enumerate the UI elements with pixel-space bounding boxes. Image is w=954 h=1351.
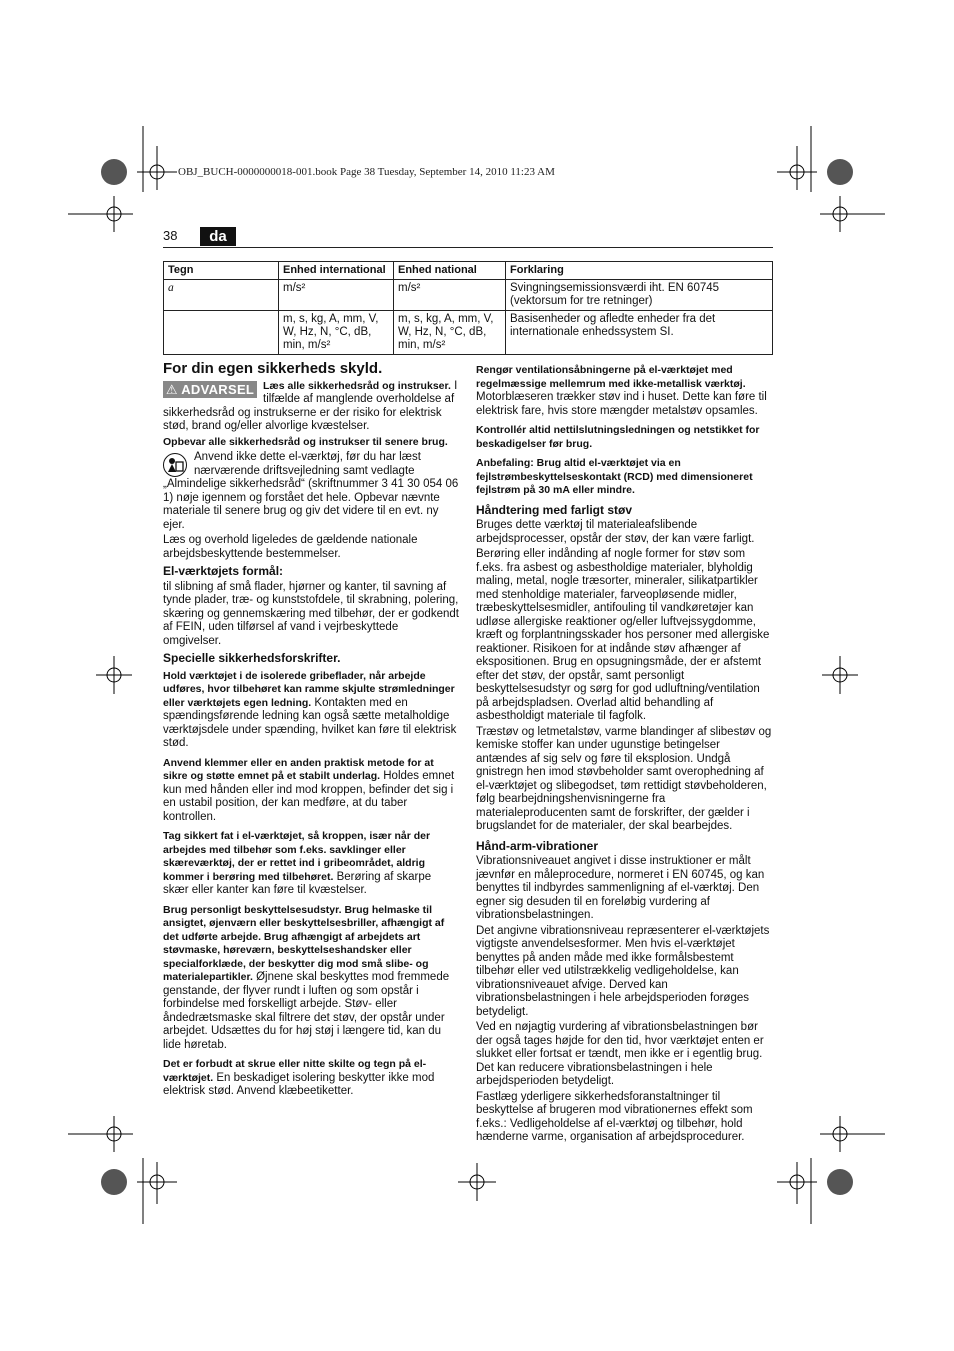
dust-heading: Håndtering med farligt støv: [476, 502, 633, 517]
safety-item-text: Berøring af skarpe skær eller kanter kan føre til kvæstelser.: [163, 870, 432, 896]
dust-paragraph: Bruges dette værktøj til materialeafslibende arbejdsprocesser, opstår der støv, der kan være farligt.: [476, 519, 755, 545]
warning-text: I tilfælde af manglende overholdelse af sikkerhedsråd og instrukserne er der risiko for elektrisk stød, brand og/eller alvorlige kvæstelser.: [163, 379, 458, 432]
page-number: 38: [163, 228, 178, 243]
safety-item-bold: Rengør ventilationsåbningerne på el-værktøjet med regelmæssige mellemrum med ikke-metallisk værktøj.: [476, 364, 746, 390]
table-cell: Svingningsemissionsværdi iht. EN 60745 (vektorsum for tre retninger): [506, 280, 773, 311]
safety-item-text: Motorblæseren trækker støv ind i huset. Dette kan føre til elektrisk fare, hvis store mængder metalstøv opsamles.: [476, 391, 767, 417]
special-safety-heading: Specielle sikkerhedsforskrifter.: [163, 651, 341, 665]
safety-item: [163, 757, 459, 825]
table-header: Forklaring: [506, 262, 773, 280]
table-cell: a: [164, 280, 279, 311]
safety-item: [163, 1058, 459, 1099]
safety-item-text: Kontakten med en spændingsførende ledning kan også sætte metalholdige værktøjsdele under spænding, hvilket kan føre til elektrisk stød.: [163, 696, 457, 749]
safety-item: [163, 670, 459, 751]
language-badge: da: [200, 227, 236, 246]
safety-item-text: Øjnene skal beskyttes mod fremmede genstande, der flyver rundt i luften og som opstår i forbindelse med forskelligt arbejde. Støv- eller åndedrætsmaske skal filtrere det støv, der opstår under arbejdet. Udsættes du for høj støj i længere tid, kan du lide høretab.: [163, 971, 450, 1051]
table-row: [164, 280, 773, 311]
vibration-paragraph: Fastlæg yderligere sikkerhedsforanstaltninger til beskyttelse af brugeren mod vibrationernes effekt som f.eks.: Vedligeholdelse af el-værktøj og tilbehør, hold hænderne varme, organisation af arbejdsprocedurer.: [476, 1090, 753, 1143]
vibration-paragraph: Det angivne vibrationsniveau repræsenterer el-værktøjets vigtigste anvendelsesformer. Men hvis el-værktøjet benyttes på anden måde med ikke formålsbestemt tilbehør eller ved utilstrækkelig vedligeholdelse, kan vibrationsniveauet afvige. Derved kan vibrationsbelastningen i hele arbejdsperioden forøges betydeligt.: [476, 924, 770, 1018]
header-rule: [163, 247, 773, 248]
table-cell: m/s²: [394, 280, 506, 311]
safety-item-bold: Hold værktøjet i de isolerede gribeflader, når arbejde udføres, hvor tilbehøret kan ramme skjulte strømledninger eller værktøjets egen ledning.: [163, 669, 455, 709]
table-cell: [164, 311, 279, 355]
safety-item: [163, 904, 459, 1053]
safety-item-bold: Det er forbudt at skrue eller nitte skilte og tegn på el-værktøjet.: [163, 1058, 427, 1084]
regulations-text: Læs og overhold ligeledes de gældende nationale arbejdsbeskyttende bestemmelser.: [163, 534, 418, 560]
dust-paragraph: Træstøv og letmetalstøv, varme blandinger af slibestøv og kemiske stoffer kan under ugunstige betingelser antændes af sig selv og føre til eksplosion. Undgå gnistregn hen imod støvbeholder samt overophedning af el-værktøjet og slibegodset, tøm rettidigt støvbeholderen, følg bearbejdningshenvisningerne fra materialeproducenten samt de forskrifter, der gælder i brugslandet for de materialer, der skal bearbejdes.: [476, 725, 772, 832]
warning-paragraph: [163, 380, 459, 434]
left-column: [163, 362, 459, 1101]
table-cell: m/s²: [279, 280, 394, 311]
safety-item-text: Holdes emnet kun med hånden eller ind mod kroppen, befinder det sig i en ustabil position, der kan medføre, at du taber kontrollen.: [163, 770, 455, 823]
right-column: [476, 364, 772, 1147]
section-title: For din egen sikkerheds skyld.: [163, 360, 383, 377]
purpose-heading: El-værktøjets formål:: [163, 564, 284, 578]
warning-label: ADVARSEL: [181, 381, 255, 397]
purpose-text: til slibning af små flader, hjørner og kanter, til savning af tynde plader, træ- og kunststofdele, til skrabning, polering, skæring og gennemskæring med tilbehør, der er godkendt af FEIN, uden tilførsel af vand i vejrbeskyttede omgivelser.: [163, 580, 459, 647]
units-table: [163, 261, 773, 355]
safety-item-text: En beskadiget isolering beskytter ikke mod elektrisk stød. Anvend klæbeetiketter.: [163, 1071, 435, 1097]
safety-item: [163, 830, 459, 898]
manual-paragraph: [163, 451, 459, 532]
table-header: Tegn: [164, 262, 279, 280]
safety-item-bold: Brug personligt beskyttelsesudstyr. Brug helmaske til ansigtet, øjenværn eller beskyttelsesbriller, afhængigt af det udførte arbejde. Brug afhængigt af arbejdets art støvmaske, høreværn, beskyttelseshandsker eller specialforklæde, der beskytter dig mod små slibe- og materialepartikler.: [163, 903, 445, 983]
dust-paragraph: Berøring eller indånding af nogle former for støv som f.eks. fra asbest og asbestholdige materialer, blyholdig maling, metal, nogle træsorter, mineraler, silikatpartikler med stenholdige materialer, farveopløsende midler, træbeskyttelsesmidler, antifouling til vandkøretøjer kan udløse allergiske reaktioner og/eller luftvejssygdomme, kræft og forplantningsskader hos personer med allergiske reaktioner. Risikoen for at indånde støv afhænger af ekspositionen. Brug en opsugningsmåde, der er afstemt efter det støv, der opstår, samt personligt beskyttelsesudstyr og sørg for god udluftning/ventilation på arbejdspladsen. Overlad altid behandling af asbestholdigt materiale til fagfolk.: [476, 548, 770, 722]
table-cell: Basisenheder og afledte enheder fra det internationale enhedssystem SI.: [506, 311, 773, 355]
table-row: [164, 311, 773, 355]
safety-item-bold: Anvend klemmer eller en anden praktisk metode for at sikre og støtte emnet på et stabilt underlag.: [163, 756, 434, 782]
safety-item-bold: Kontrollér altid nettilslutningsledningen og netstikket for beskadigelser før brug.: [476, 424, 760, 450]
vibration-heading: Hånd-arm-vibrationer: [476, 838, 599, 853]
vibration-paragraph: Ved en nøjagtig vurdering af vibrationsbelastningen bør der også tages højde for den tid, hvor værktøjet enten er slukket eller fortsat er tændt, men ikke er i egentlig brug. Det kan reducere vibrationsbelastningen i hele arbejdsperioden betydeligt.: [476, 1021, 764, 1087]
safety-item: [476, 364, 772, 418]
warning-badge: ⚠ ADVARSEL: [163, 381, 257, 398]
table-header: Enhed international: [279, 262, 394, 280]
warning-bold-text: Læs alle sikkerhedsråd og instrukser.: [263, 379, 451, 392]
manual-text: Anvend ikke dette el-værktøj, før du har læst nærværende driftsvejledning samt vedlagte „Almindelige sikkerhedsråd“ (skriftnummer 3 41 30 054 06 1) nøje igennem og forstået det hele. Opbevar nævnte materiale til senere brug og giv det videre til en evt. ny ejer.: [163, 451, 459, 531]
safety-item-bold: Tag sikkert fat i el-værktøjet, så kroppen, især når der arbejdes med tilbehør som f.eks. savklinger eller skæreværktøj, der er rettet ind i gribeområdet, aldrig kommer i berøring med tilbehøret.: [163, 830, 431, 883]
table-cell: m, s, kg, A, mm, V, W, Hz, N, °C, dB, min, m/s²: [394, 311, 506, 355]
read-manual-icon: [163, 453, 187, 477]
table-cell: m, s, kg, A, mm, V, W, Hz, N, °C, dB, min, m/s²: [279, 311, 394, 355]
safety-item-bold: Anbefaling: Brug altid el-værktøjet via en fejlstrømbeskyttelseskontakt (RCD) med dimensioneret fejlstrøm på 30 mA eller mindre.: [476, 457, 753, 496]
vibration-paragraph: Vibrationsniveauet angivet i disse instruktioner er målt jævnfør en måleprocedure, normeret i EN 60745, og kan benyttes til indbyrdes sammenligning af el-værktøj. Den egner sig desuden til en foreløbig vurdering af vibrationsbelastningen.: [476, 855, 765, 921]
table-header-row: [164, 262, 773, 280]
table-header: Enhed national: [394, 262, 506, 280]
keep-instructions: Opbevar alle sikkerhedsråd og instrukser til senere brug.: [163, 435, 448, 448]
file-info-header: OBJ_BUCH-0000000018-001.book Page 38 Tuesday, September 14, 2010 11:23 AM: [178, 166, 555, 178]
